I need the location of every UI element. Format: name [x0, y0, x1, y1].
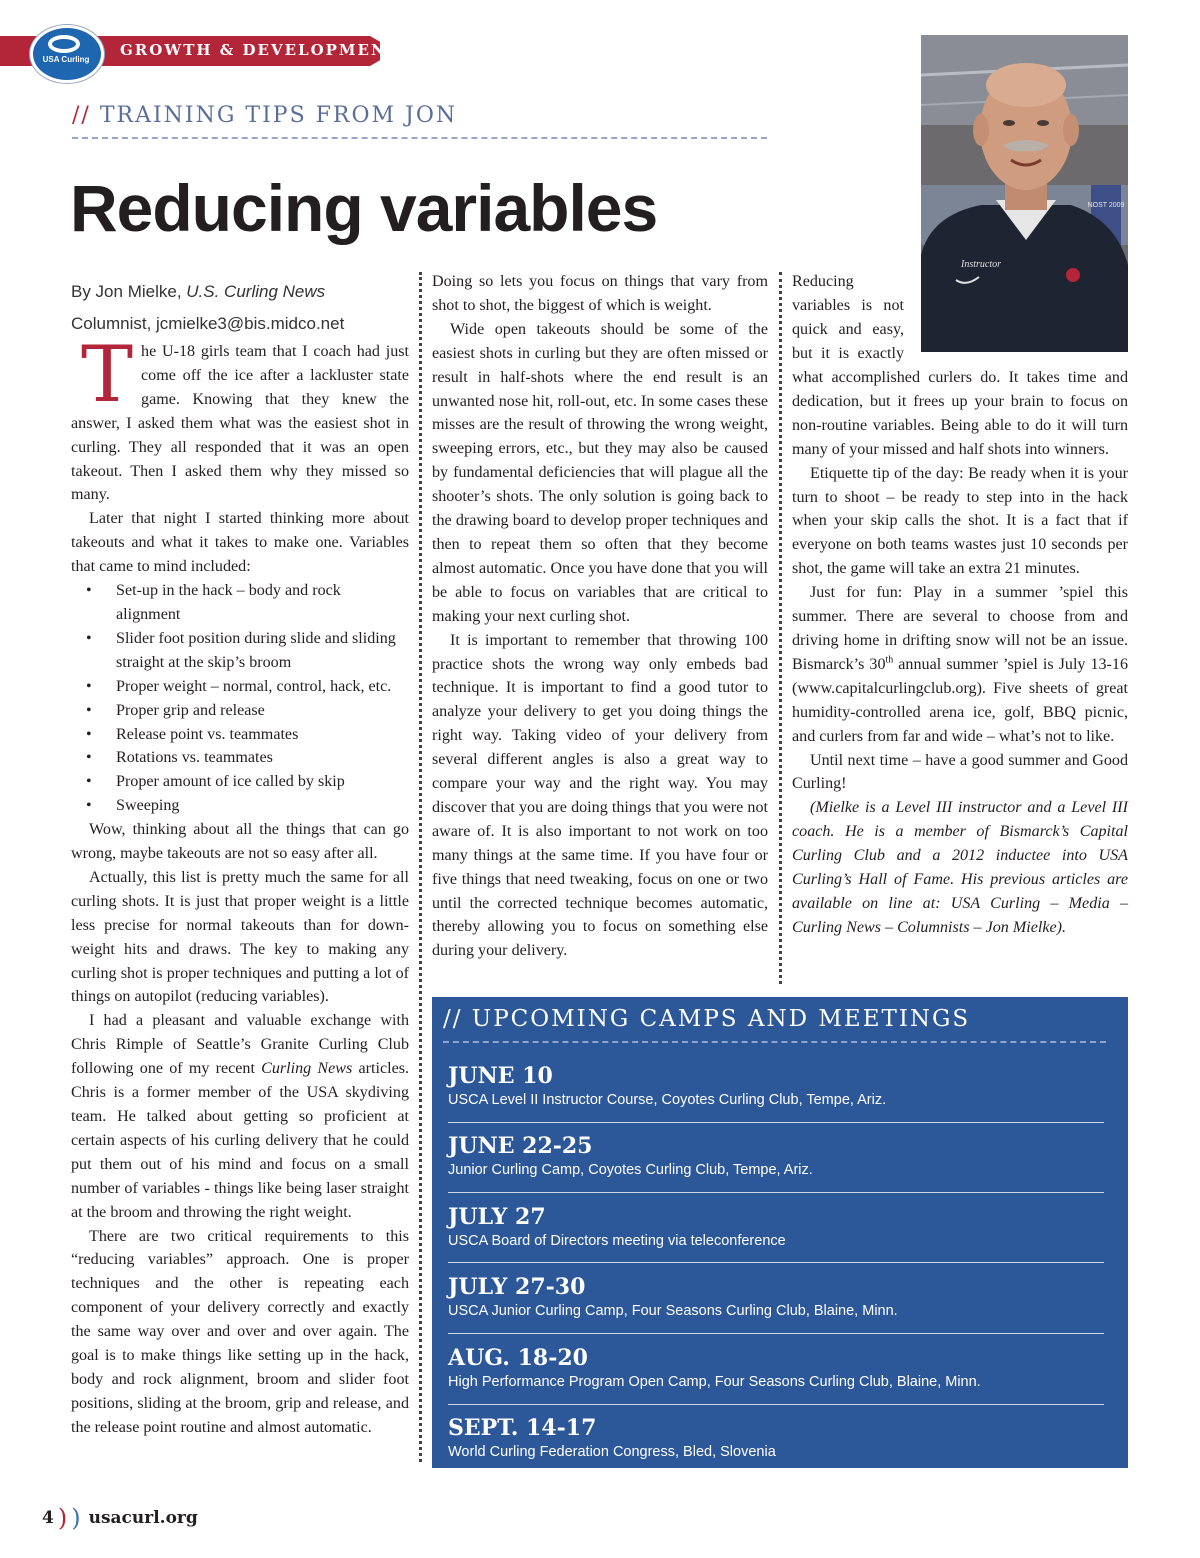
paragraph: Reducing variables is not quick and easy, but it is exactly	[792, 273, 904, 362]
paragraph: Doing so lets you focus on things that vary from shot to shot, the biggest of which is weight.	[432, 273, 768, 314]
camp-date: JULY 27-30	[448, 1274, 586, 1300]
camp-divider	[448, 1192, 1104, 1193]
paragraph: There are two critical requirements to this “reducing variables” approach. One is proper techniques and the other is repeating each component of your delivery correctly and exactly the same way over and over and over again. The goal is to make things like setting up in the hack, body and rock alignment, broom and slider foot positions, sliding at the broom, grip and release, and the release point routine and almost automatic.	[71, 1227, 409, 1436]
paragraph: Wow, thinking about all the things that can go wrong, maybe takeouts are not so easy after all.	[71, 821, 409, 863]
list-item: • Proper weight – normal, control, hack, etc.	[116, 675, 409, 699]
site-url[interactable]: usacurl.org	[88, 1508, 198, 1528]
paragraph: It is important to remember that throwing 100 practice shots the wrong way only embeds bad technique. It is important to find a good tutor to analyze your delivery to get you doing things the right way. Taking video of your delivery from several different angles is also a great way to compare your way and the right way. You may discover that you are doing things that you were not aware of. It is also important to not work on too many things at the same time. If you have four or five things that need tweaking, focus on one or two until the corrected technique becomes automatic, thereby allowing you to focus on something else during your delivery.	[432, 631, 768, 960]
paragraph: Actually, this list is pretty much the same for all curling shots. It is just that proper weight is a little less precise for normal takeouts than for down-weight hits and draws. The key to making any curling shot is proper techniques and putting a lot of things on autopilot (reducing variables).	[71, 868, 409, 1006]
byline-author: By Jon Mielke, U.S. Curling News	[71, 282, 326, 301]
camp-date: JUNE 22-25	[448, 1133, 593, 1159]
list-item: • Release point vs. teammates	[116, 723, 409, 747]
list-item: • Sweeping	[116, 794, 409, 818]
page-footer	[42, 1504, 198, 1532]
list-item: • Rotations vs. teammates	[116, 746, 409, 770]
list-item: • Proper grip and release	[116, 699, 409, 723]
kicker	[72, 103, 457, 128]
article-column-3	[792, 366, 1128, 940]
camp-divider	[448, 1262, 1104, 1263]
camp-item	[448, 1203, 1104, 1251]
paragraph: I had a pleasant and valuable exchange with Chris Rimple of Seattle’s Granite Curling Club following one of my recent Curling News articles. Chris is a former member of the USA skydiving team. He talked about getting so proficient at certain aspects of his curling delivery that he could put them out of his mind and focus on a small number of variables - things like being laser straight at the broom and throwing the right weight.	[71, 1012, 410, 1221]
camp-description: World Curling Federation Congress, Bled, Slovenia	[448, 1444, 776, 1460]
variables-list	[71, 579, 409, 818]
camp-item	[448, 1414, 1104, 1462]
publication-name: Curling News	[261, 1060, 353, 1078]
author-bio: (Mielke is a Level III instructor and a Level III coach. He is a member of Bismarck’s Capital Curling Club and a 2012 inductee into USA Curling’s Hall of Fame. His previous articles are available on line at: USA Curling – Media – Curling News – Columnists – Jon Mielke).	[792, 799, 1128, 936]
curling-stone-icon	[48, 35, 80, 53]
camp-divider	[448, 1333, 1104, 1334]
camp-date: AUG. 18-20	[448, 1345, 588, 1371]
camp-date: SEPT. 14-17	[448, 1415, 597, 1441]
paragraph: Just for fun: Play in a summer ’spiel this summer. There are several to choose from and driving home in drifting snow will not be an issue. Bismarck’s 30th annual summer ’spiel is July 13-16 (www.capitalcurlingclub.org). Five sheets of great humidity-controlled arena ice, golf, BBQ picnic, and curlers from far and wide – what’s not to like.	[792, 584, 1129, 745]
kicker-text: TRAINING TIPS FROM JON	[99, 103, 458, 128]
article-column-3-wrap	[792, 270, 904, 366]
article-column-1	[71, 330, 410, 1440]
column-divider	[419, 272, 422, 1462]
camp-description: USCA Board of Directors meeting via teleconference	[448, 1233, 786, 1249]
camp-item	[448, 1132, 1104, 1180]
list-item: • Set-up in the hack – body and rock alignment	[116, 579, 409, 627]
page-title: Reducing variables	[70, 171, 658, 245]
camp-item	[448, 1344, 1104, 1392]
byline-publication: U.S. Curling News	[186, 282, 326, 301]
section-label: GROWTH & DEVELOPMENT	[120, 41, 400, 59]
article-column-2	[432, 270, 768, 963]
camp-date: JULY 27	[448, 1204, 546, 1230]
camp-item	[448, 1273, 1104, 1321]
byline-contact: Columnist, jcmielke3@bis.midco.net	[71, 314, 345, 333]
kicker-slashes: //	[72, 103, 91, 128]
jacket-embroidery: Instructor	[961, 259, 1001, 270]
camp-description: USCA Level II Instructor Course, Coyotes Curling Club, Tempe, Ariz.	[448, 1092, 887, 1108]
photo-banner-text: NOST 2009	[1087, 202, 1125, 209]
paragraph: Wide open takeouts should be some of the easiest shots in curling but they are often missed or result in half-shots where the end result is an unwanted nose hit, roll-out, etc. In some cases these misses are the result of throwing the wrong weight, sweeping errors, etc., but they may also be caused by fundamental deficiencies that will plague all the shooter’s shots. The only solution is going back to the drawing board to develop proper techniques and then to repeat them so often that they become almost automatic. Once you have done that you will be able to focus on variables that are critical to making your next curling shot.	[432, 320, 768, 625]
paragraph: The U-18 girls team that I coach had just come off the ice after a lackluster state game. Knowing that they knew the answer, I asked them what was the easiest shot in curling. They all responded that it was an open takeout. Then I asked them why they missed so many.	[71, 330, 409, 504]
usa-curling-logo	[30, 25, 104, 83]
paragraph: Until next time – have a good summer and Good Curling!	[792, 751, 1128, 793]
page-number: 4	[42, 1508, 54, 1528]
camp-date: JUNE 10	[448, 1063, 553, 1089]
camp-description: Junior Curling Camp, Coyotes Curling Club, Tempe, Ariz.	[448, 1162, 813, 1178]
camp-divider	[448, 1122, 1104, 1123]
list-item: • Slider foot position during slide and sliding straight at the skip’s broom	[116, 627, 409, 675]
camp-item	[448, 1062, 1104, 1110]
camp-description: USCA Junior Curling Camp, Four Seasons Curling Club, Blaine, Minn.	[448, 1303, 898, 1319]
paragraph: what accomplished curlers do. It takes time and dedication, but it frees up your brain to focus on non-routine variables. Being able to do it will turn many of your missed and half shots into winners.	[792, 369, 1128, 458]
author-portrait-illustration	[921, 35, 1128, 352]
kicker-divider	[72, 137, 767, 139]
list-item: • Proper amount of ice called by skip	[116, 770, 409, 794]
column-divider	[779, 272, 782, 984]
paragraph: Etiquette tip of the day: Be ready when it is your turn to shoot – be ready to step into in the hack when your skip calls the shot. It is a fact that if everyone on both teams wastes just 10 seconds per shot, the game will take an extra 21 minutes.	[792, 464, 1128, 578]
paragraph: Later that night I started thinking more about takeouts and what it takes to make one. Variables that came to mind included:	[71, 510, 409, 576]
camp-description: High Performance Program Open Camp, Four Seasons Curling Club, Blaine, Minn.	[448, 1374, 981, 1390]
logo-text: USA Curling	[42, 55, 90, 64]
camp-divider	[448, 1404, 1104, 1405]
camps-divider	[443, 1041, 1106, 1043]
paren-ornament-icon: )	[71, 1504, 81, 1532]
camps-title: // UPCOMING CAMPS AND MEETINGS	[443, 1006, 971, 1032]
author-photo	[921, 35, 1128, 352]
drop-cap: T	[81, 330, 134, 420]
paren-ornament-icon: )	[57, 1504, 68, 1532]
